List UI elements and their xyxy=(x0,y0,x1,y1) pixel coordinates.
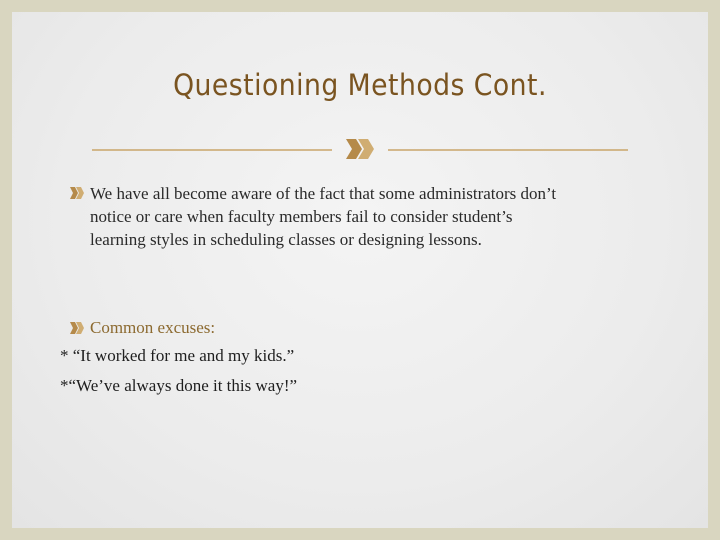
paragraph-line: We have all become aware of the fact that some administrators don’t xyxy=(90,184,557,203)
paragraph-line: notice or care when faculty members fail to consider student’s xyxy=(90,207,513,226)
title-divider xyxy=(92,135,628,163)
paragraph-line: learning styles in scheduling classes or designing lessons. xyxy=(90,230,482,249)
body-paragraph xyxy=(90,182,690,251)
ribbon-bullet-icon xyxy=(346,139,374,159)
excuse-item: * “It worked for me and my kids.” xyxy=(60,346,295,365)
ribbon-bullet-icon xyxy=(70,187,84,199)
excuses-label: Common excuses: xyxy=(90,318,216,337)
ribbon-bullet-icon xyxy=(70,322,84,334)
excuse-item: *“We’ve always done it this way!” xyxy=(60,376,298,395)
slide-title: Questioning Methods Cont. xyxy=(173,68,547,102)
